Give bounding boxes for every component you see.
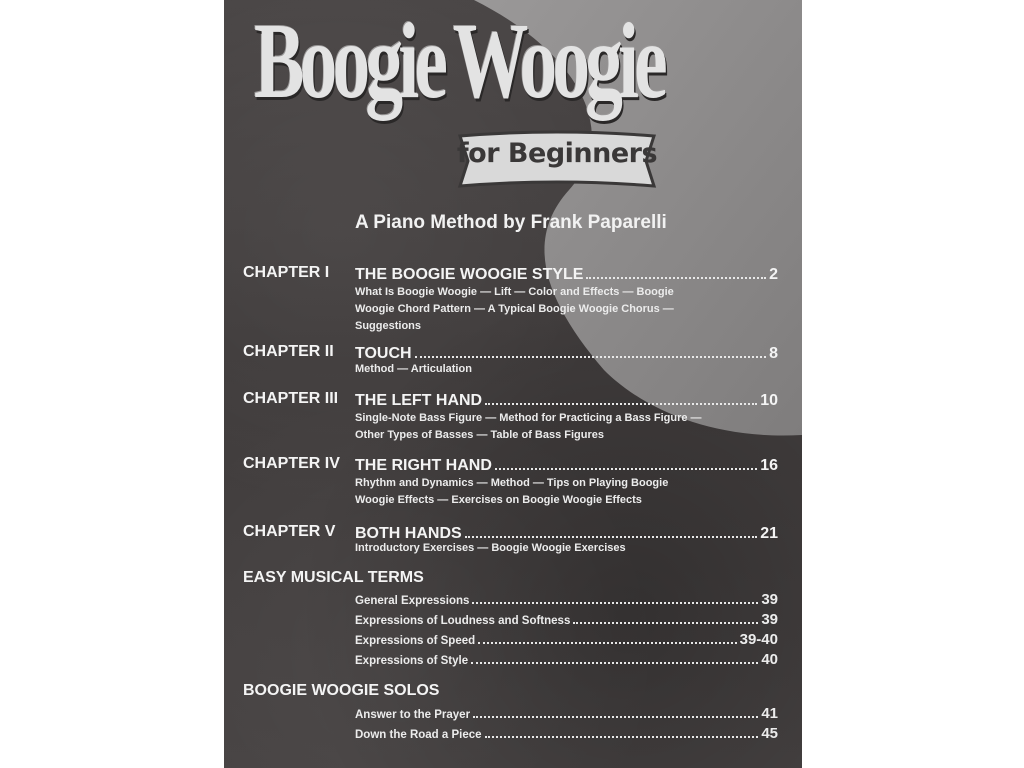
page-number: 39-40 xyxy=(739,631,778,648)
chapter-title: THE RIGHT HAND xyxy=(355,457,492,474)
page-number: 41 xyxy=(761,705,778,722)
chapter-description: Rhythm and Dynamics — Method — Tips on Playing Boogie Woogie Effects — Exercises on Boogie Woogie Effects xyxy=(355,477,669,506)
dot-leader xyxy=(485,726,759,738)
dot-leader xyxy=(478,632,736,644)
chapter-title-line xyxy=(355,264,778,284)
chapter-title: THE LEFT HAND xyxy=(355,392,483,409)
solos-heading: BOOGIE WOOGIE SOLOS xyxy=(243,682,440,699)
chapter-label: CHAPTER V xyxy=(243,523,336,540)
page-number: 39 xyxy=(761,591,778,608)
dot-leader xyxy=(471,652,758,664)
chapter-title-line xyxy=(355,390,778,410)
dot-leader xyxy=(586,264,766,279)
page-number: 40 xyxy=(761,651,778,668)
title-word-woogie: Woogie xyxy=(452,2,663,121)
chapter-description: Introductory Exercises — Boogie Woogie Exercises xyxy=(355,542,626,554)
dot-leader xyxy=(472,592,758,604)
page-number: 45 xyxy=(761,725,778,742)
page-number: 39 xyxy=(761,611,778,628)
dot-leader xyxy=(465,523,758,538)
byline: A Piano Method by Frank Paparelli xyxy=(355,212,667,233)
toc-item[interactable]: Expressions of Style 40 xyxy=(355,651,778,668)
toc-item[interactable]: Answer to the Prayer 41 xyxy=(355,705,778,722)
page-number: 2 xyxy=(769,266,778,283)
chapter-description: Single-Note Bass Figure — Method for Practicing a Bass Figure — Other Types of Basses — Table of Bass Figures xyxy=(355,412,702,441)
chapter-label: CHAPTER II xyxy=(243,343,334,360)
dot-leader xyxy=(573,612,758,624)
toc-item[interactable]: Expressions of Loudness and Softness 39 xyxy=(355,611,778,628)
toc-item[interactable]: General Expressions 39 xyxy=(355,591,778,608)
book-title xyxy=(254,2,663,121)
title-word-boogie: Boogie xyxy=(254,2,443,121)
dot-leader xyxy=(485,390,757,405)
dot-leader xyxy=(415,343,767,358)
chapter-title: THE BOOGIE WOOGIE STYLE xyxy=(355,266,584,283)
chapter-label: CHAPTER I xyxy=(243,264,330,281)
dot-leader xyxy=(495,455,757,470)
page-number: 8 xyxy=(769,345,778,362)
chapter-title-line xyxy=(355,343,778,363)
chapter-title: TOUCH xyxy=(355,345,412,362)
chapter-title-line xyxy=(355,455,778,475)
chapter-description: Method — Articulation xyxy=(355,363,472,375)
page-number: 16 xyxy=(760,457,778,474)
chapter-description: What Is Boogie Woogie — Lift — Color and Effects — Boogie Woogie Chord Pattern — A Typical Boogie Woogie Chorus — Suggestions xyxy=(355,286,674,332)
chapter-label: CHAPTER III xyxy=(243,390,339,407)
subtitle-text: for Beginners xyxy=(456,138,658,169)
page-number: 10 xyxy=(760,392,778,409)
page-number: 21 xyxy=(760,525,778,542)
chapter-title: BOTH HANDS xyxy=(355,525,462,542)
book-page xyxy=(224,0,802,768)
musical-terms-heading: EASY MUSICAL TERMS xyxy=(243,569,424,586)
toc-item[interactable]: Expressions of Speed 39-40 xyxy=(355,631,778,648)
chapter-label: CHAPTER IV xyxy=(243,455,340,472)
dot-leader xyxy=(473,706,758,718)
toc-item[interactable]: Down the Road a Piece 45 xyxy=(355,725,778,742)
